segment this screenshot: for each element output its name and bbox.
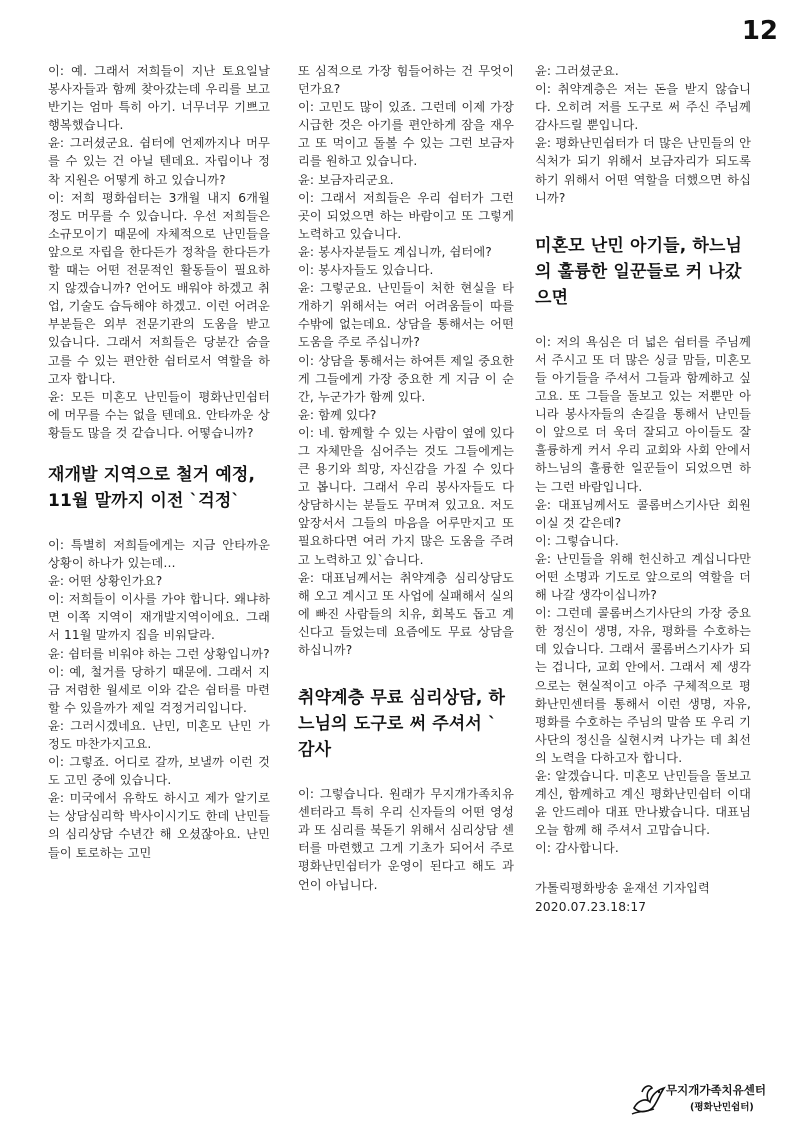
section-heading: 미혼모 난민 아기들, 하느님의 훌륭한 일꾼들로 커 나갔으면 xyxy=(535,235,743,308)
paragraph: 윤: 함께 있다? xyxy=(298,407,377,422)
paragraph: 윤: 봉사자분들도 계십니까, 쉼터에? xyxy=(298,244,492,259)
paragraph: 이: 저희들이 이사를 가야 합니다. 왜냐하면 이쪽 지역이 재개발지역이에요. 그래서 11월 말까지 집을 비워달라. xyxy=(48,592,270,643)
paragraph: 윤: 그러시겠네요. 난민, 미혼모 난민 가정도 마찬가지고요. xyxy=(48,718,270,751)
paragraph: 윤: 대표님께서도 콜롬버스기사단 회원이실 것 같은데? xyxy=(535,497,751,530)
paragraph: 이: 예, 철거를 당하기 때문에. 그래서 지금 저렴한 월세로 이와 같은 쉼터를 마련할 수 있을까가 제일 걱정거리입니다. xyxy=(48,664,270,715)
byline-reporter: 가톨릭평화방송 윤재선 기자입력 xyxy=(535,881,710,896)
paragraph: 이: 그런데 콜롬버스기사단의 가장 중요한 정신이 생명, 자유, 평화를 수호하는 데 있습니다. 그래서 콜롬버스기사가 되는 겁니다, 교회 안에서. 그래서 제 생각으로는 현실적이고 아주 구체적으로 평화난민센터를 통해서 이런 생명, 자유, 평화를 수호하는 주님의 말씀 또 우리 기사단의 정신을 실현시켜 나가는 데 최선의 노력을 다하고자 합니다. xyxy=(535,606,751,765)
paragraph: 또 심적으로 가장 힘들어하는 건 무엇이던가요? xyxy=(298,64,514,97)
paragraph: 이: 저의 욕심은 더 넓은 쉼터를 주님께서 주시고 또 더 많은 싱글 맘들, 미혼모들 아기들을 주셔서 그들과 함께하고 싶고요. 또 그들을 돌보고 있는 저뿐만 아니라 봉사자들의 손길을 통해서 난민들이 앞으로 더 욱더 잘되고 아이들도 잘 훌륭하게 커서 우리 교회와 사회 안에서 하느님의 훌륭한 일꾼들이 되었으면 하는 그런 바람입니다. xyxy=(535,334,751,494)
paragraph: 윤: 그러셨군요. xyxy=(535,64,619,78)
paragraph: 윤: 보금자리군요. xyxy=(298,172,394,187)
byline xyxy=(535,879,751,915)
paragraph: 이: 고민도 많이 있죠. 그런데 이제 가장 시급한 것은 아기를 편안하게 잠을 재우고 또 먹이고 돌볼 수 있는 그런 보금자리를 원하고 있습니다. xyxy=(298,100,514,169)
paragraph: 이: 감사합니다. xyxy=(535,841,619,856)
article-column-2 xyxy=(298,62,514,894)
paragraph: 이: 취약계층은 저는 돈을 받지 않습니다. 오히려 저를 도구로 써 주신 주님께 감사드릴 뿐입니다. xyxy=(535,82,751,133)
paragraph: 이: 봉사자들도 있습니다. xyxy=(298,263,434,278)
byline-date: 2020.07.23.18:17 xyxy=(535,899,647,914)
paragraph: 윤: 쉼터를 비워야 하는 그런 상황입니까? xyxy=(48,646,270,661)
paragraph: 이: 특별히 저희들에게는 지금 안타까운 상황이 하나가 있는데… xyxy=(48,537,270,571)
paragraph: 윤: 어떤 상황인가요? xyxy=(48,574,163,589)
article-column-1 xyxy=(48,62,270,862)
paragraph: 이: 예. 그래서 저희들이 지난 토요일날 봉사자들과 함께 찾아갔는데 우리를 보고 반기는 엄마 특히 아기. 너무너무 기쁘고 행복했습니다. xyxy=(48,64,270,133)
paragraph: 윤: 난민들을 위해 헌신하고 계십니다만 어떤 소명과 기도로 앞으로의 역할을 더 해 나갈 생각이십니까? xyxy=(535,551,751,603)
logo-main-text: 무지개가족치유센터 xyxy=(666,1083,766,1097)
section-heading: 재개발 지역으로 철거 예정, 11월 말까지 이전 `걱정` xyxy=(48,464,256,511)
page-number: 12 xyxy=(741,16,778,46)
section-heading: 취약계층 무료 심리상담, 하느님의 도구로 써 주셔서 ` 감사 xyxy=(298,688,506,761)
organization-logo xyxy=(628,1078,788,1118)
paragraph: 이: 상담을 통해서는 하여튼 제일 중요한 게 그들에게 가장 중요한 게 지금 이 순간, 누군가가 함께 있다. xyxy=(298,353,514,404)
paragraph: 이: 그렇습니다. 원래가 무지개가족치유센터라고 특히 우리 신자들의 어떤 영성과 또 심리를 북돋기 위해서 심리상담 센터를 마련했고 그게 기초가 되어서 주로 평화난민쉼터가 운영이 된다고 해도 과언이 아닙니다. xyxy=(298,787,514,892)
article-column-3 xyxy=(535,62,751,916)
paragraph: 이: 저희 평화쉼터는 3개월 내지 6개월 정도 머무를 수 있습니다. 우선 저희들은 소규모이기 때문에 자체적으로 난민들을 앞으로 자립을 한다든가 정착을 한다든가 할 때는 어떤 전문적인 활동들이 필요하지 않겠습니까? 언어도 배워야 하겠고 취업, 기술도 습득해야 하겠고. 이런 어려운 부분들은 외부 전문기관의 도움을 받고 있습니다. 그래서 저희들은 당분간 숨을 고를 수 있는 편안한 쉼터로서 역할을 하고자 합니다. xyxy=(48,190,270,386)
paragraph: 이: 그래서 저희들은 우리 쉼터가 그런 곳이 되었으면 하는 바람이고 또 그렇게 노력하고 있습니다. xyxy=(298,190,514,241)
paragraph: 윤: 그러셨군요. 쉼터에 언제까지나 머무를 수 있는 건 아닐 텐데요. 자립이나 정착 지원은 어떻게 하고 있습니까? xyxy=(48,136,270,187)
paragraph: 윤: 평화난민쉼터가 더 많은 난민들의 안식처가 되기 위해서 보금자리가 되도록 하기 위해서 어떤 역할을 더했으면 하십니까? xyxy=(535,136,751,205)
paragraph: 이: 그렇죠. 어디로 갈까, 보낼까 이런 것도 고민 중에 있습니다. xyxy=(48,755,270,788)
paragraph: 윤: 그렇군요. 난민들이 처한 현실을 타개하기 위해서는 여러 어려움들이 따를 수밖에 없는데요. 상담을 통해서는 어떤 도움을 주로 주십니까? xyxy=(298,281,514,350)
paragraph: 이: 그렇습니다. xyxy=(535,533,619,548)
logo-sub-text: (평화난민쉼터) xyxy=(690,1102,754,1113)
paragraph: 윤: 대표님께서는 취약계층 심리상담도 해 오고 계시고 또 사업에 실패해서 실의에 빠진 사람들의 치유, 회복도 돕고 계신다고 들었는데 요즘에도 무료 상담을 하십니까? xyxy=(298,570,514,657)
paragraph: 이: 네. 함께할 수 있는 사람이 옆에 있다 그 자체만을 심어주는 것도 그들에게는 큰 용기와 희망, 자신감을 가질 수 있다고 봅니다. 그래서 우리 봉사자들도 다 상담하시는 분들도 꾸며져 있고요. 저도 앞장서서 그들의 마음을 어루만지고 또 필요하다면 여러 가지 많은 도움을 주려고 노력하고 있`습니다. xyxy=(298,425,514,567)
paragraph: 윤: 알겠습니다. 미혼모 난민들을 돌보고 계신, 함께하고 계신 평화난민쉼터 이대윤 안드레아 대표 만나봤습니다. 대표님 오늘 함께 해 주셔서 고맙습니다. xyxy=(535,769,751,838)
paragraph: 윤: 모든 미혼모 난민들이 평화난민쉼터에 머무를 수는 없을 텐데요. 안타까운 상황들도 많을 것 같습니다. 어떻습니까? xyxy=(48,389,270,440)
paragraph: 윤: 미국에서 유학도 하시고 제가 알기로는 상담심리학 박사이시기도 한데 난민들의 심리상담 수년간 해 오셨잖아요. 난민들이 토로하는 고민 xyxy=(48,791,270,860)
dove-icon xyxy=(628,1078,668,1118)
